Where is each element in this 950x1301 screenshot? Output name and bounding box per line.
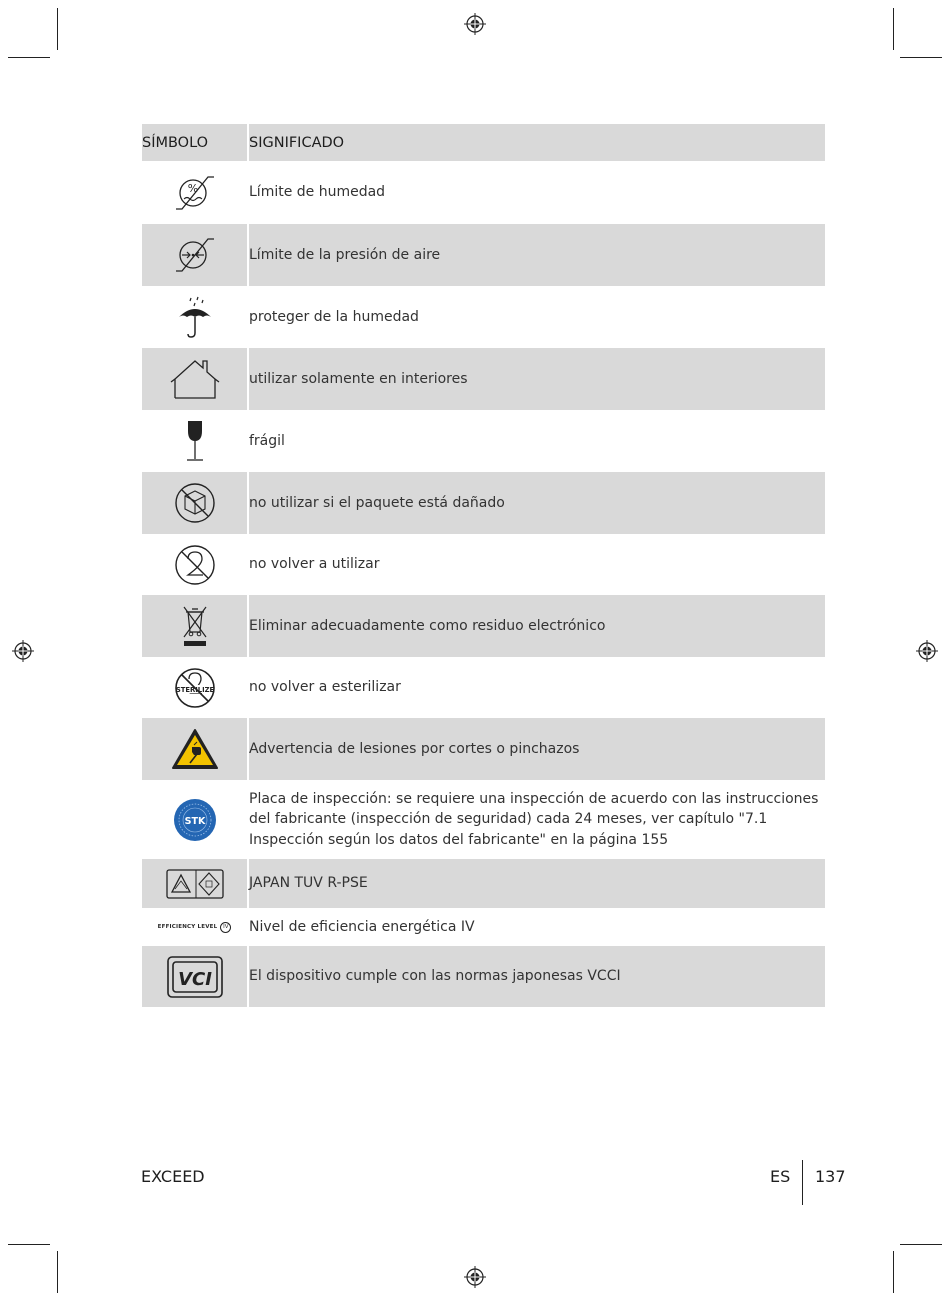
meaning-cell: frágil bbox=[249, 432, 285, 449]
stk-inspection-badge-icon bbox=[173, 798, 217, 842]
weee-crossed-bin-icon bbox=[179, 604, 211, 648]
symbol-cell bbox=[142, 780, 248, 859]
meaning-cell: Nivel de eficiencia energética IV bbox=[249, 918, 475, 935]
registration-mark-icon bbox=[464, 13, 486, 35]
crop-mark bbox=[57, 8, 58, 50]
meaning-cell: no volver a esterilizar bbox=[249, 679, 401, 696]
vcci-mark-label: VCI bbox=[177, 968, 212, 990]
table-row bbox=[142, 946, 825, 1007]
table-row bbox=[142, 224, 825, 286]
svg-text:%: % bbox=[187, 181, 198, 195]
symbol-cell bbox=[142, 908, 248, 946]
crop-mark bbox=[8, 57, 50, 58]
symbol-cell bbox=[142, 161, 248, 224]
table-row bbox=[142, 718, 825, 780]
indoor-use-house-icon bbox=[170, 358, 220, 400]
meaning-cell: utilizar solamente en interiores bbox=[248, 348, 825, 410]
footer-language: ES bbox=[770, 1167, 791, 1186]
efficiency-level-iv-icon bbox=[142, 922, 247, 933]
footer-divider bbox=[802, 1160, 803, 1205]
meaning-cell: El dispositivo cumple con las normas japonesas VCCI bbox=[248, 946, 825, 1007]
symbol-cell bbox=[142, 534, 248, 595]
symbol-cell bbox=[142, 286, 248, 348]
symbol-cell bbox=[142, 224, 248, 286]
header-meaning: SIGNIFICADO bbox=[248, 124, 825, 161]
registration-mark-icon bbox=[12, 640, 34, 662]
fragile-glass-icon bbox=[180, 419, 210, 463]
cut-warning-triangle-icon bbox=[171, 728, 219, 770]
symbol-cell bbox=[142, 472, 248, 534]
humidity-limit-icon bbox=[172, 172, 218, 214]
table-row bbox=[142, 410, 825, 472]
registration-mark-icon bbox=[464, 1266, 486, 1288]
crop-mark bbox=[893, 8, 894, 50]
symbol-cell bbox=[142, 410, 248, 472]
table-row bbox=[142, 908, 825, 946]
header-symbol: SÍMBOLO bbox=[142, 124, 248, 161]
registration-mark-icon bbox=[916, 640, 938, 662]
meaning-cell: Advertencia de lesiones por cortes o pinchazos bbox=[248, 718, 825, 780]
symbol-cell bbox=[142, 595, 248, 657]
symbols-table bbox=[142, 124, 825, 1007]
meaning-cell: no volver a utilizar bbox=[249, 556, 380, 573]
crop-mark bbox=[893, 1251, 894, 1293]
meaning-cell: Placa de inspección: se requiere una inspección de acuerdo con las instrucciones del fabricante (inspección de seguridad) cada 24 meses, ver capítulo "7.1 Inspección según los datos del fabricante" en la página 155 bbox=[249, 790, 819, 848]
meaning-cell: no utilizar si el paquete está dañado bbox=[248, 472, 825, 534]
crop-mark bbox=[8, 1244, 50, 1245]
table-row bbox=[142, 472, 825, 534]
symbol-cell bbox=[142, 657, 248, 718]
crop-mark bbox=[57, 1251, 58, 1293]
efficiency-level-badge: IV bbox=[220, 922, 231, 933]
crop-mark bbox=[900, 1244, 942, 1245]
efficiency-level-label: EFFICIENCY LEVEL bbox=[157, 924, 218, 930]
air-pressure-limit-icon bbox=[172, 234, 218, 276]
table-row bbox=[142, 161, 825, 224]
symbol-cell bbox=[142, 946, 248, 1007]
do-not-resterilize-icon bbox=[174, 667, 216, 709]
symbol-cell bbox=[142, 348, 248, 410]
japan-tuv-pse-icon bbox=[166, 869, 224, 899]
table-row bbox=[142, 780, 825, 859]
do-not-reuse-icon bbox=[174, 544, 216, 586]
keep-dry-umbrella-icon bbox=[175, 295, 215, 339]
table-row bbox=[142, 348, 825, 410]
meaning-cell: JAPAN TUV R-PSE bbox=[248, 859, 825, 908]
symbol-cell bbox=[142, 718, 248, 780]
do-not-use-damaged-package-icon bbox=[174, 482, 216, 524]
symbol-cell bbox=[142, 859, 248, 908]
table-row bbox=[142, 657, 825, 718]
sterilize-icon-label: STERILIZE bbox=[175, 685, 214, 694]
table-row bbox=[142, 286, 825, 348]
meaning-cell: proteger de la humedad bbox=[249, 308, 419, 325]
meaning-cell: Límite de humedad bbox=[249, 184, 386, 201]
table-row bbox=[142, 534, 825, 595]
stk-badge-label: STK bbox=[184, 815, 205, 827]
meaning-cell: Eliminar adecuadamente como residuo electrónico bbox=[248, 595, 825, 657]
footer-brand: EXCEED bbox=[141, 1167, 205, 1186]
table-header-row bbox=[142, 124, 825, 161]
table-row bbox=[142, 859, 825, 908]
table-row bbox=[142, 595, 825, 657]
page-number: 137 bbox=[815, 1167, 846, 1186]
meaning-cell: Límite de la presión de aire bbox=[248, 224, 825, 286]
vcci-mark-icon bbox=[167, 956, 223, 998]
crop-mark bbox=[900, 57, 942, 58]
